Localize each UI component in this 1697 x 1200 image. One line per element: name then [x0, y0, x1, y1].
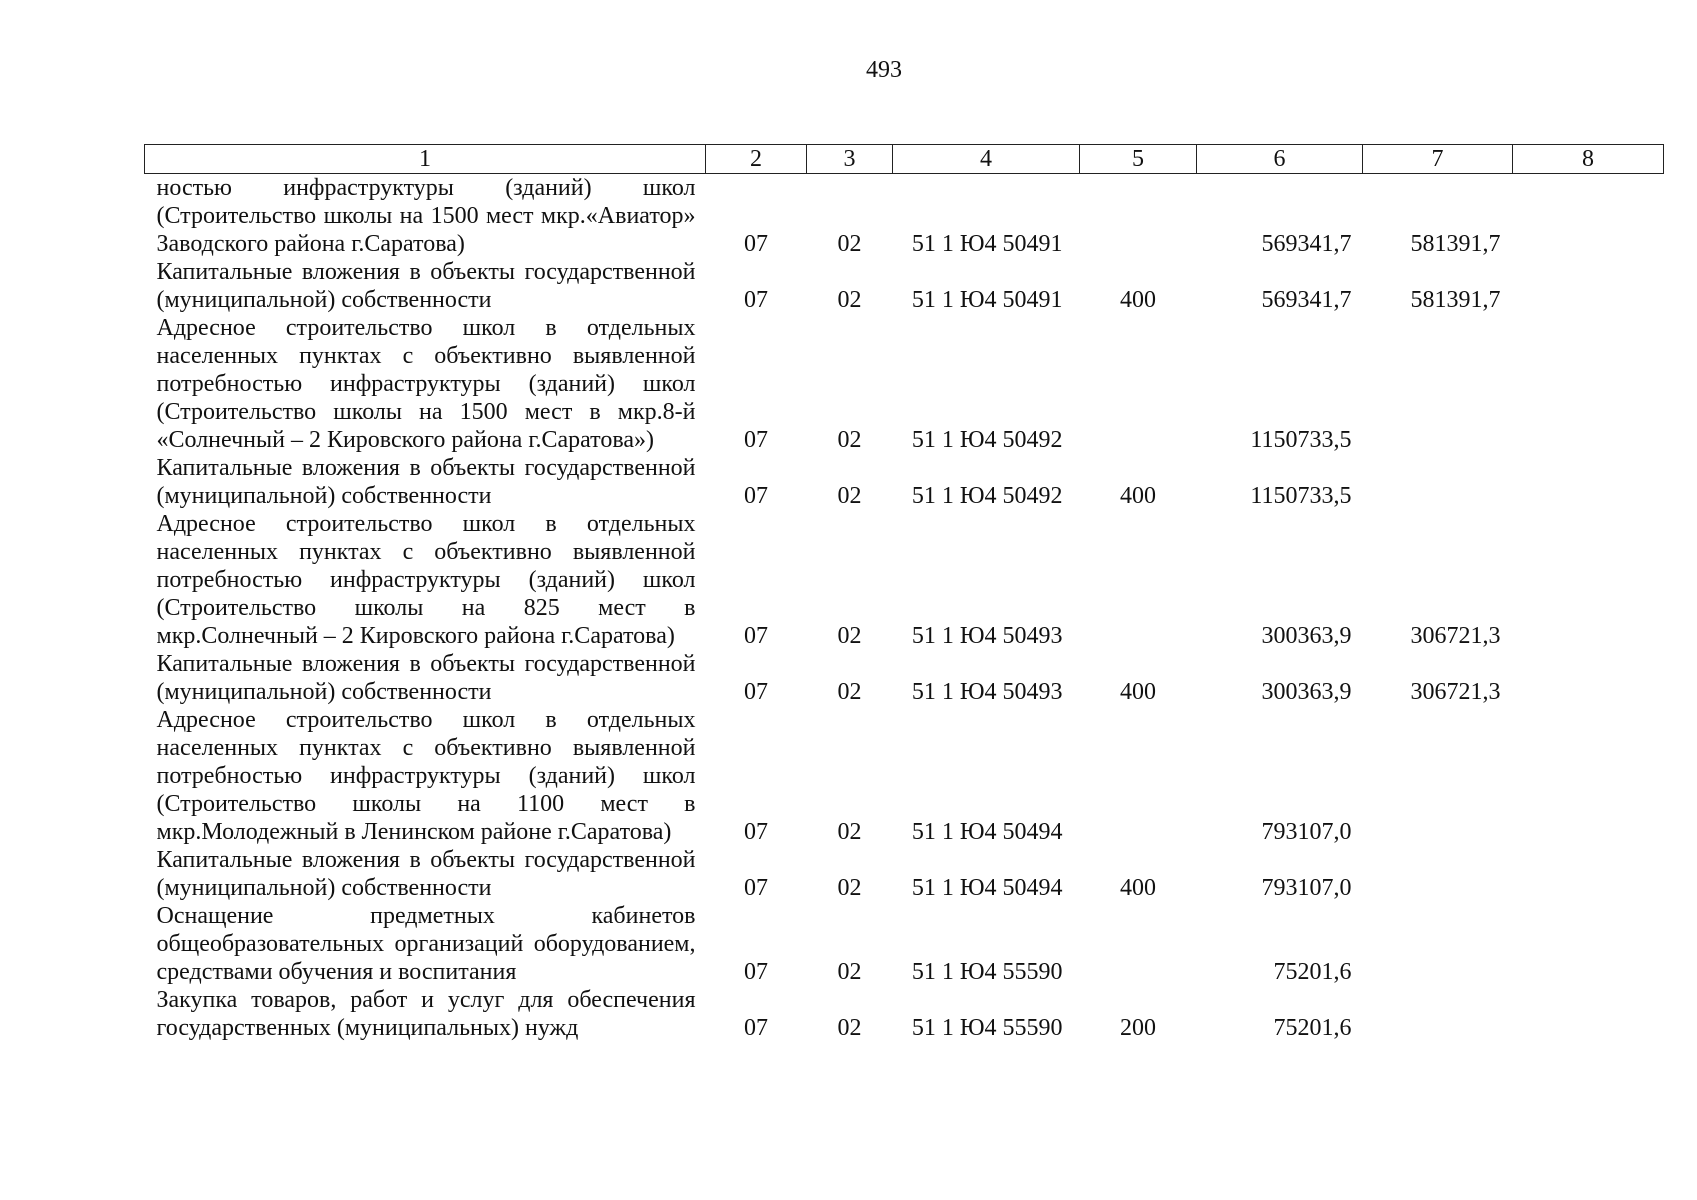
row-target-code: 51 1 Ю4 55590 — [911, 1015, 1063, 1041]
row-target-code: 51 1 Ю4 50491 — [911, 231, 1063, 257]
row-name: Капитальные вложения в объекты государственной (муниципальной) собственности — [156, 455, 696, 509]
table-row — [145, 258, 1664, 314]
table-row — [145, 454, 1664, 510]
row-value-col7 — [1363, 986, 1513, 1042]
row-expense-type — [1080, 902, 1197, 986]
header-col-4: 4 — [893, 145, 1080, 174]
row-value-col6: 569341,7 — [1261, 231, 1352, 257]
row-name: Адресное строительство школ в отдельных населенных пунктах с объективно выявленной потребностью инфраструктуры (зданий) школ (Строительство школы на 1100 мест в мкр.Молодежный в Ленинском районе г.Саратова) — [156, 707, 696, 845]
row-value-col6: 75201,6 — [1273, 959, 1352, 985]
row-section: 07 — [744, 483, 768, 509]
header-col-1: 1 — [145, 145, 706, 174]
row-section: 07 — [744, 623, 768, 649]
table-body — [145, 174, 1664, 1043]
row-target-code: 51 1 Ю4 50491 — [911, 287, 1063, 313]
budget-table — [144, 144, 1664, 1042]
row-value-col8 — [1513, 314, 1664, 454]
header-col-5: 5 — [1080, 145, 1197, 174]
row-value-col6: 1150733,5 — [1250, 483, 1352, 509]
row-value-col6: 793107,0 — [1261, 875, 1352, 901]
row-name: ностью инфраструктуры (зданий) школ (Строительство школы на 1500 мест мкр.«Авиатор» Заводского района г.Саратова) — [156, 175, 696, 257]
row-section: 07 — [744, 875, 768, 901]
row-subsection: 02 — [837, 623, 862, 649]
header-col-3: 3 — [807, 145, 893, 174]
row-value-col8 — [1513, 846, 1664, 902]
row-expense-type — [1080, 174, 1197, 259]
row-subsection: 02 — [837, 679, 862, 705]
row-value-col8 — [1513, 174, 1664, 259]
row-target-code: 51 1 Ю4 50492 — [911, 483, 1063, 509]
header-col-6: 6 — [1197, 145, 1363, 174]
row-value-col7: 306721,3 — [1410, 679, 1501, 705]
row-value-col7 — [1363, 902, 1513, 986]
row-expense-type: 400 — [1120, 287, 1156, 313]
table-row — [145, 510, 1664, 650]
row-target-code: 51 1 Ю4 50492 — [911, 427, 1063, 453]
row-expense-type: 200 — [1120, 1015, 1156, 1041]
row-target-code: 51 1 Ю4 55590 — [911, 959, 1063, 985]
row-subsection: 02 — [837, 959, 862, 985]
row-value-col6: 793107,0 — [1261, 819, 1352, 845]
row-target-code: 51 1 Ю4 50494 — [911, 875, 1063, 901]
row-value-col8 — [1513, 902, 1664, 986]
row-value-col7 — [1363, 846, 1513, 902]
row-expense-type: 400 — [1120, 483, 1156, 509]
row-value-col7: 581391,7 — [1410, 231, 1501, 257]
row-name: Капитальные вложения в объекты государственной (муниципальной) собственности — [156, 651, 696, 705]
row-value-col8 — [1513, 454, 1664, 510]
header-col-8: 8 — [1513, 145, 1664, 174]
row-value-col7: 306721,3 — [1410, 623, 1501, 649]
row-subsection: 02 — [837, 875, 862, 901]
row-value-col6: 75201,6 — [1273, 1015, 1352, 1041]
row-value-col7: 581391,7 — [1410, 287, 1501, 313]
row-value-col8 — [1513, 510, 1664, 650]
header-row — [145, 145, 1664, 174]
row-expense-type — [1080, 314, 1197, 454]
table-row — [145, 174, 1664, 259]
table-row — [145, 650, 1664, 706]
row-value-col7 — [1363, 314, 1513, 454]
row-target-code: 51 1 Ю4 50494 — [911, 819, 1063, 845]
table-row — [145, 986, 1664, 1042]
table-header — [145, 145, 1664, 174]
row-name: Адресное строительство школ в отдельных населенных пунктах с объективно выявленной потребностью инфраструктуры (зданий) школ (Строительство школы на 825 мест в мкр.Солнечный – 2 Кировского района г.Саратова) — [156, 511, 696, 649]
row-expense-type — [1080, 510, 1197, 650]
row-section: 07 — [744, 679, 768, 705]
row-value-col8 — [1513, 650, 1664, 706]
table-row — [145, 706, 1664, 846]
row-target-code: 51 1 Ю4 50493 — [911, 679, 1063, 705]
row-value-col6: 300363,9 — [1261, 679, 1352, 705]
row-value-col8 — [1513, 986, 1664, 1042]
row-subsection: 02 — [837, 1015, 862, 1041]
row-name: Адресное строительство школ в отдельных населенных пунктах с объективно выявленной потребностью инфраструктуры (зданий) школ (Строительство школы на 1500 мест в мкр.8-й «Солнечный – 2 Кировского района г.Саратова») — [156, 315, 696, 453]
row-expense-type — [1080, 706, 1197, 846]
row-section: 07 — [744, 1015, 768, 1041]
row-value-col6: 300363,9 — [1261, 623, 1352, 649]
row-subsection: 02 — [837, 819, 862, 845]
row-value-col6: 1150733,5 — [1250, 427, 1352, 453]
row-section: 07 — [744, 287, 768, 313]
row-value-col7 — [1363, 706, 1513, 846]
row-subsection: 02 — [837, 287, 862, 313]
table-row — [145, 902, 1664, 986]
page-number: 493 — [866, 57, 902, 83]
row-name: Капитальные вложения в объекты государственной (муниципальной) собственности — [156, 847, 696, 901]
row-subsection: 02 — [837, 427, 862, 453]
row-value-col6: 569341,7 — [1261, 287, 1352, 313]
table-row — [145, 314, 1664, 454]
table-row — [145, 846, 1664, 902]
header-col-7: 7 — [1363, 145, 1513, 174]
row-name: Закупка товаров, работ и услуг для обеспечения государственных (муниципальных) нужд — [156, 987, 696, 1041]
row-subsection: 02 — [837, 231, 862, 257]
row-value-col8 — [1513, 706, 1664, 846]
row-section: 07 — [744, 427, 768, 453]
row-name: Капитальные вложения в объекты государственной (муниципальной) собственности — [156, 259, 696, 313]
row-name: Оснащение предметных кабинетов общеобразовательных организаций оборудованием, средствами обучения и воспитания — [156, 903, 696, 985]
row-value-col8 — [1513, 258, 1664, 314]
row-subsection: 02 — [837, 483, 862, 509]
row-expense-type: 400 — [1120, 679, 1156, 705]
row-target-code: 51 1 Ю4 50493 — [911, 623, 1063, 649]
row-section: 07 — [744, 819, 768, 845]
row-expense-type: 400 — [1120, 875, 1156, 901]
header-col-2: 2 — [706, 145, 807, 174]
row-value-col7 — [1363, 454, 1513, 510]
row-section: 07 — [744, 231, 768, 257]
row-section: 07 — [744, 959, 768, 985]
